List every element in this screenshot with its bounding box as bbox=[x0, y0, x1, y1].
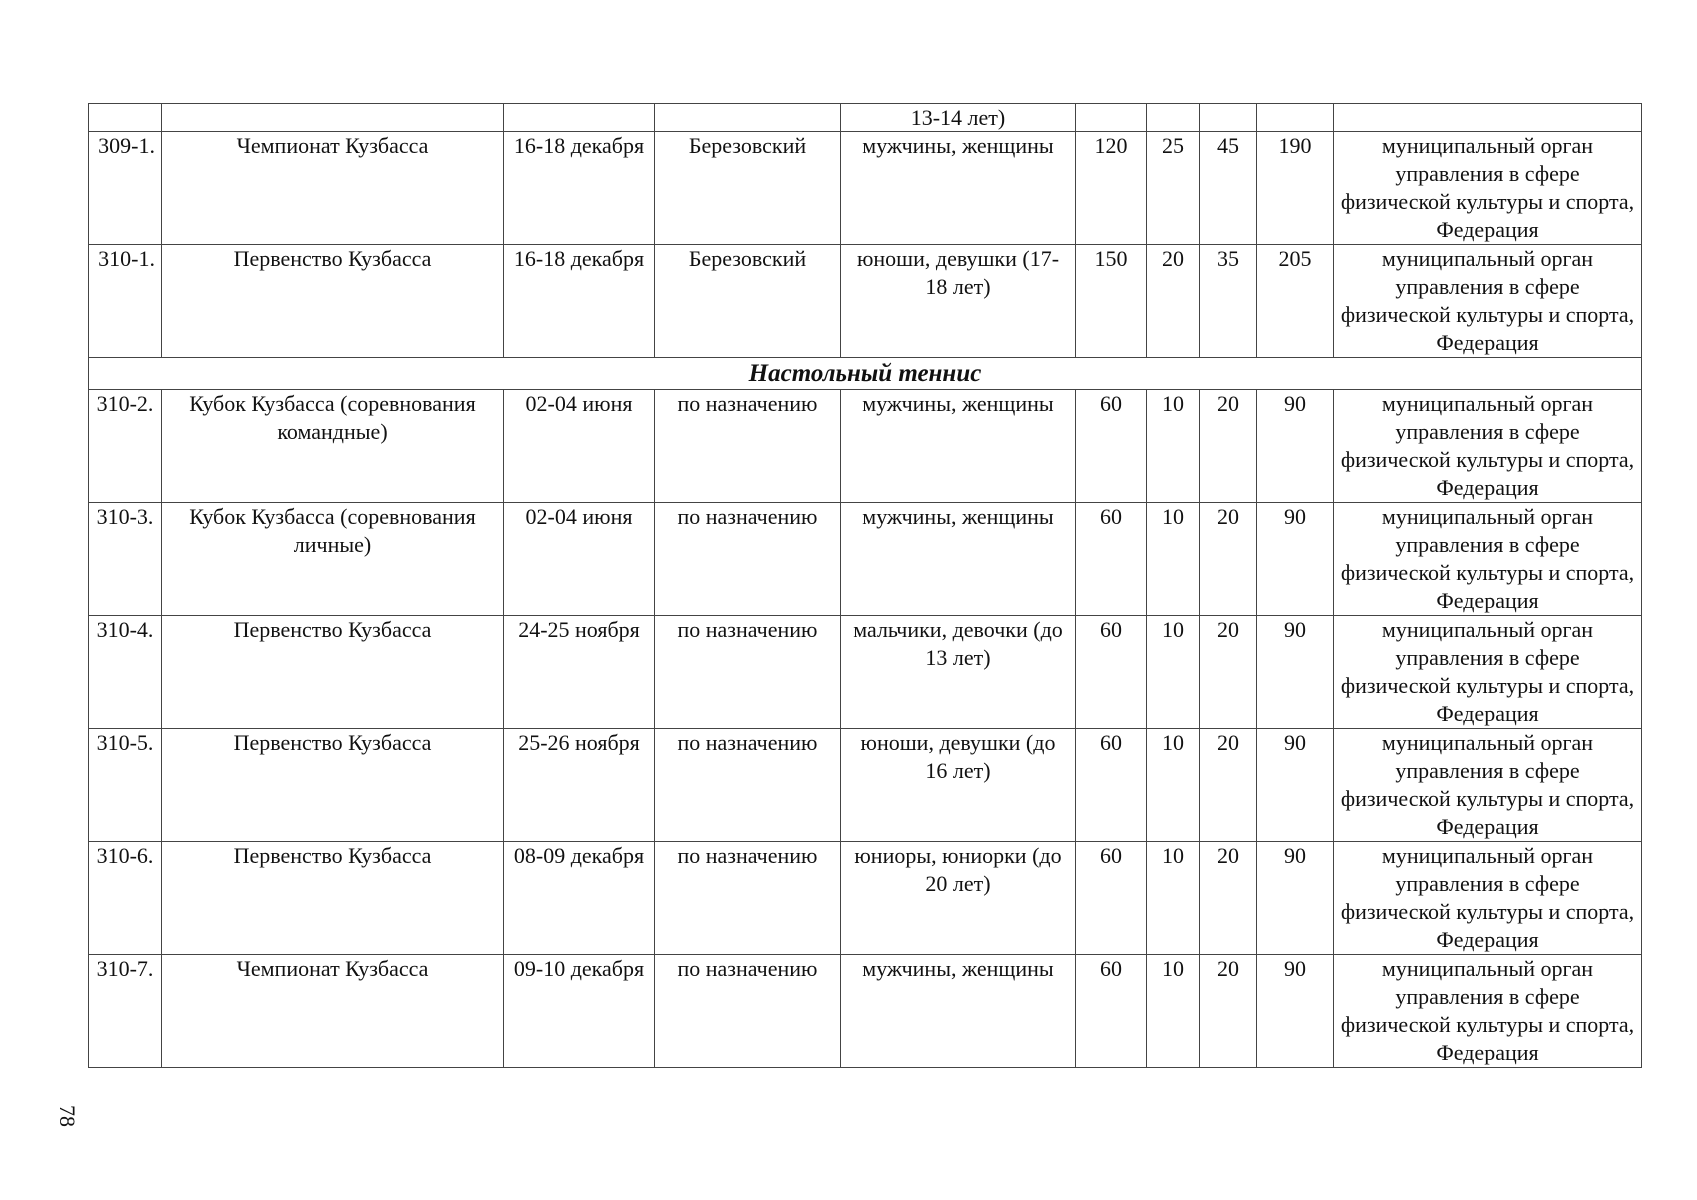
continuation-row bbox=[89, 104, 1642, 132]
event-name: Чемпионат Кузбасса bbox=[162, 955, 504, 1068]
count-total: 90 bbox=[1257, 729, 1334, 842]
event-place: Березовский bbox=[655, 245, 841, 358]
table-row bbox=[89, 132, 1642, 245]
count-total: 205 bbox=[1257, 245, 1334, 358]
event-participants: мальчики, девочки (до 13 лет) bbox=[841, 616, 1076, 729]
count-2: 10 bbox=[1147, 616, 1200, 729]
event-participants: мужчины, женщины bbox=[841, 132, 1076, 245]
count-total: 90 bbox=[1257, 842, 1334, 955]
count-2: 10 bbox=[1147, 955, 1200, 1068]
count-1: 150 bbox=[1076, 245, 1147, 358]
event-dates: 08-09 декабря bbox=[504, 842, 655, 955]
count-3: 20 bbox=[1200, 955, 1257, 1068]
event-place: по назначению bbox=[655, 390, 841, 503]
count-total: 90 bbox=[1257, 390, 1334, 503]
count-3: 20 bbox=[1200, 616, 1257, 729]
count-total: 190 bbox=[1257, 132, 1334, 245]
row-number: 310-6. bbox=[89, 842, 162, 955]
event-name: Кубок Кузбасса (соревнования командные) bbox=[162, 390, 504, 503]
event-place: по назначению bbox=[655, 729, 841, 842]
event-name: Чемпионат Кузбасса bbox=[162, 132, 504, 245]
table-row bbox=[89, 390, 1642, 503]
count-3: 45 bbox=[1200, 132, 1257, 245]
table-row bbox=[89, 955, 1642, 1068]
event-organizer: муниципальный орган управления в сфере физической культуры и спорта, Федерация bbox=[1334, 729, 1642, 842]
events-table bbox=[88, 103, 1642, 1068]
event-name: Первенство Кузбасса bbox=[162, 245, 504, 358]
event-organizer: муниципальный орган управления в сфере физической культуры и спорта, Федерация bbox=[1334, 616, 1642, 729]
event-organizer: муниципальный орган управления в сфере физической культуры и спорта, Федерация bbox=[1334, 132, 1642, 245]
row-number: 310-4. bbox=[89, 616, 162, 729]
count-3: 20 bbox=[1200, 503, 1257, 616]
table-row bbox=[89, 503, 1642, 616]
event-participants: юноши, девушки (до 16 лет) bbox=[841, 729, 1076, 842]
count-3: 35 bbox=[1200, 245, 1257, 358]
count-2: 10 bbox=[1147, 503, 1200, 616]
event-dates: 16-18 декабря bbox=[504, 245, 655, 358]
event-participants: мужчины, женщины bbox=[841, 955, 1076, 1068]
row-number: 310-7. bbox=[89, 955, 162, 1068]
count-total: 90 bbox=[1257, 503, 1334, 616]
count-1: 60 bbox=[1076, 729, 1147, 842]
count-1: 60 bbox=[1076, 955, 1147, 1068]
count-2: 10 bbox=[1147, 390, 1200, 503]
event-name: Первенство Кузбасса bbox=[162, 729, 504, 842]
count-total: 90 bbox=[1257, 616, 1334, 729]
event-name: Первенство Кузбасса bbox=[162, 842, 504, 955]
event-organizer: муниципальный орган управления в сфере физической культуры и спорта, Федерация bbox=[1334, 955, 1642, 1068]
event-dates: 02-04 июня bbox=[504, 390, 655, 503]
event-name: Кубок Кузбасса (соревнования личные) bbox=[162, 503, 504, 616]
event-dates: 25-26 ноября bbox=[504, 729, 655, 842]
event-place: по назначению bbox=[655, 616, 841, 729]
table-row bbox=[89, 616, 1642, 729]
row-number: 310-3. bbox=[89, 503, 162, 616]
section-header-row bbox=[89, 358, 1642, 390]
count-3: 20 bbox=[1200, 390, 1257, 503]
event-organizer: муниципальный орган управления в сфере физической культуры и спорта, Федерация bbox=[1334, 245, 1642, 358]
count-2: 10 bbox=[1147, 729, 1200, 842]
event-organizer: муниципальный орган управления в сфере физической культуры и спорта, Федерация bbox=[1334, 842, 1642, 955]
event-participants: мужчины, женщины bbox=[841, 503, 1076, 616]
count-total: 90 bbox=[1257, 955, 1334, 1068]
event-participants: мужчины, женщины bbox=[841, 390, 1076, 503]
row-number: 310-5. bbox=[89, 729, 162, 842]
table-row bbox=[89, 245, 1642, 358]
event-dates: 24-25 ноября bbox=[504, 616, 655, 729]
row-number: 310-1. bbox=[89, 245, 162, 358]
event-dates: 09-10 декабря bbox=[504, 955, 655, 1068]
count-2: 10 bbox=[1147, 842, 1200, 955]
count-3: 20 bbox=[1200, 729, 1257, 842]
row-number: 309-1. bbox=[89, 132, 162, 245]
count-3: 20 bbox=[1200, 842, 1257, 955]
row-number: 310-2. bbox=[89, 390, 162, 503]
table-row bbox=[89, 842, 1642, 955]
event-participants: юниоры, юниорки (до 20 лет) bbox=[841, 842, 1076, 955]
count-2: 20 bbox=[1147, 245, 1200, 358]
event-organizer: муниципальный орган управления в сфере физической культуры и спорта, Федерация bbox=[1334, 390, 1642, 503]
count-1: 60 bbox=[1076, 503, 1147, 616]
count-2: 25 bbox=[1147, 132, 1200, 245]
event-participants: юноши, девушки (17-18 лет) bbox=[841, 245, 1076, 358]
event-place: Березовский bbox=[655, 132, 841, 245]
count-1: 120 bbox=[1076, 132, 1147, 245]
event-organizer: муниципальный орган управления в сфере физической культуры и спорта, Федерация bbox=[1334, 503, 1642, 616]
section-title: Настольный теннис bbox=[89, 358, 1642, 390]
count-1: 60 bbox=[1076, 390, 1147, 503]
event-name: Первенство Кузбасса bbox=[162, 616, 504, 729]
page-number: 78 bbox=[55, 1105, 80, 1127]
table-row bbox=[89, 729, 1642, 842]
event-place: по назначению bbox=[655, 955, 841, 1068]
count-1: 60 bbox=[1076, 842, 1147, 955]
participants-cell: 13-14 лет) bbox=[841, 104, 1076, 132]
event-dates: 02-04 июня bbox=[504, 503, 655, 616]
event-dates: 16-18 декабря bbox=[504, 132, 655, 245]
event-place: по назначению bbox=[655, 842, 841, 955]
event-place: по назначению bbox=[655, 503, 841, 616]
count-1: 60 bbox=[1076, 616, 1147, 729]
